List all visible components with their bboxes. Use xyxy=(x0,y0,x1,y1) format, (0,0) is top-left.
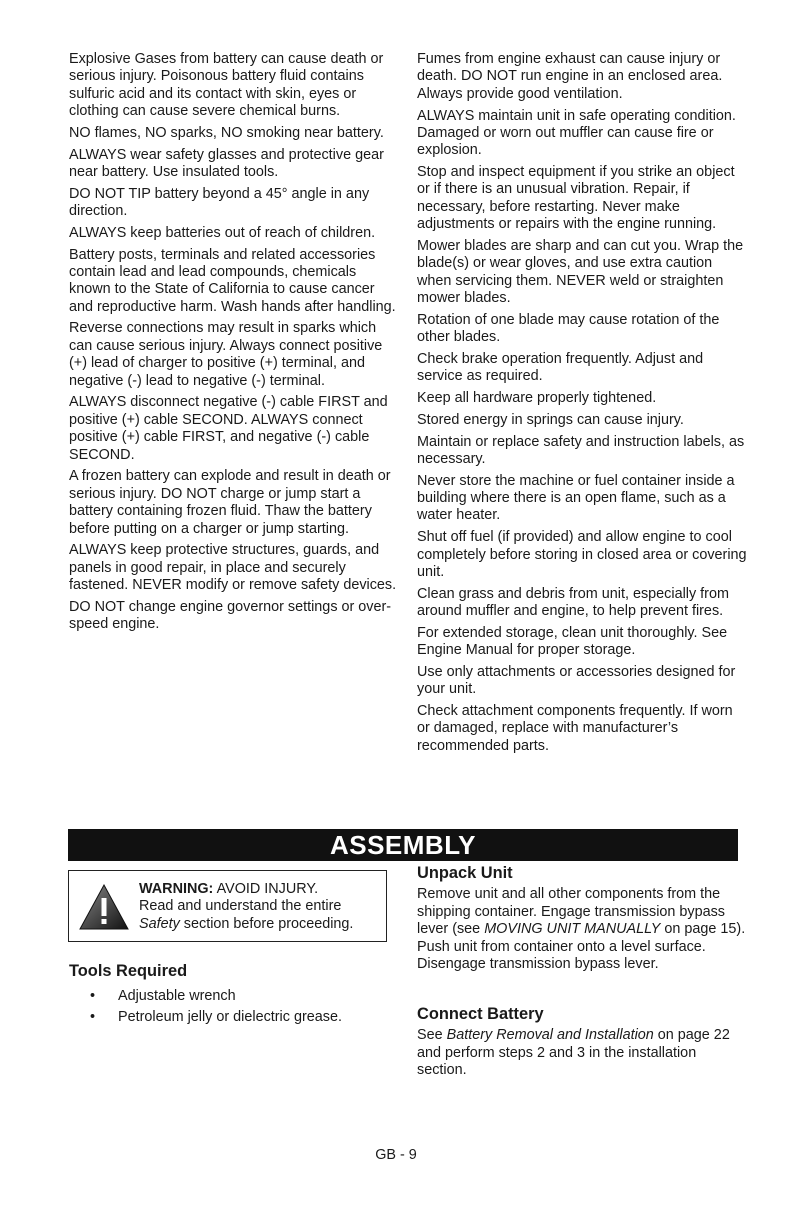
warning-text xyxy=(139,881,353,933)
safety-paragraph: Check brake operation frequently. Adjust and service as required. xyxy=(417,350,704,385)
unpack-text-part: Remove unit and all other components from the shipping container. Engage transmission bypass lever (see xyxy=(417,886,725,938)
safety-paragraph: Clean grass and debris from unit, especially from around muffler and engine, to help prevent fires. xyxy=(417,585,729,620)
assembly-banner: ASSEMBLY xyxy=(68,829,738,861)
safety-paragraph: Fumes from engine exhaust can cause injury or death. DO NOT run engine in an enclosed area. Always provide good ventilation. xyxy=(417,51,723,102)
safety-paragraph: DO NOT change engine governor settings or over-speed engine. xyxy=(69,598,392,633)
warning-line-2-rest: section before proceeding. xyxy=(179,915,354,932)
safety-paragraph: Keep all hardware properly tightened. xyxy=(417,390,657,407)
warning-label: WARNING: xyxy=(139,881,214,897)
safety-paragraph: ALWAYS wear safety glasses and protective gear near battery. Use insulated tools. xyxy=(69,146,384,181)
warning-title: AVOID INJURY. xyxy=(216,881,319,897)
warning-triangle-icon xyxy=(79,884,129,930)
safety-paragraph: Explosive Gases from battery can cause death or serious injury. Poisonous battery fluid contains sulfuric acid and its contact with skin, eyes or clothing can cause severe chemical burns. xyxy=(69,51,384,120)
safety-paragraph: DO NOT TIP battery beyond a 45° angle in any direction. xyxy=(69,185,370,220)
safety-paragraph: Shut off fuel (if provided) and allow engine to cool completely before storing in closed area or covering unit. xyxy=(417,529,747,580)
warning-line-1: Read and understand the entire xyxy=(139,898,342,915)
page-number: GB - 9 xyxy=(375,1147,417,1163)
safety-paragraph: Rotation of one blade may cause rotation of the other blades. xyxy=(417,311,720,346)
battery-text-part: See xyxy=(417,1027,447,1043)
safety-paragraph: Use only attachments or accessories designed for your unit. xyxy=(417,663,736,698)
safety-paragraph: Maintain or replace safety and instruction labels, as necessary. xyxy=(417,433,745,467)
warning-line-2 xyxy=(139,916,353,933)
safety-paragraph: Never store the machine or fuel container inside a building where there is an open flame, such as a water heater. xyxy=(417,472,735,524)
battery-text-part: on page 22 and perform steps 2 and 3 in the installation section. xyxy=(417,1027,730,1079)
warning-box xyxy=(68,870,387,942)
safety-paragraph: Reverse connections may result in sparks which can cause serious injury. Always connect positive (+) lead of charger to positive (+) terminal, and negative (-) lead to negative (-) terminal. xyxy=(69,320,383,389)
safety-paragraph: A frozen battery can explode and result in death or serious injury. DO NOT charge or jump start a battery containing frozen fluid. Thaw the battery before putting on a charger or jump starting. xyxy=(69,468,391,537)
safety-paragraph: Battery posts, terminals and related accessories contain lead and lead compounds, chemicals known to the State of California to cause cancer and reproductive harm. Wash hands after handling. xyxy=(69,246,396,315)
tools-required-heading: Tools Required xyxy=(69,962,188,980)
safety-paragraph: Check attachment components frequently. If worn or damaged, replace with manufacturer’s recommended parts. xyxy=(417,702,733,754)
safety-paragraph: Mower blades are sharp and can cut you. Wrap the blade(s) or wear gloves, and use extra caution when servicing them. NEVER weld or straighten mower blades. xyxy=(417,237,744,307)
safety-right-column xyxy=(417,51,747,759)
safety-paragraph: ALWAYS maintain unit in safe operating condition. Damaged or worn out muffler can cause fire or explosion. xyxy=(417,107,736,159)
unpack-unit-text xyxy=(417,886,747,974)
connect-battery-heading: Connect Battery xyxy=(417,1005,544,1023)
moving-unit-reference: MOVING UNIT MANUALLY xyxy=(484,921,661,938)
tool-item: • Petroleum jelly or dielectric grease. xyxy=(90,1007,342,1028)
unpack-text-part: on page 15). Push unit from container onto a level surface. Disengage transmission bypass lever. xyxy=(417,921,746,973)
safety-paragraph: NO flames, NO sparks, NO smoking near battery. xyxy=(69,124,384,141)
tool-item: • Adjustable wrench xyxy=(90,986,342,1007)
unpack-unit-heading: Unpack Unit xyxy=(417,864,513,882)
warning-title-line xyxy=(139,881,353,898)
tools-list xyxy=(90,986,342,1028)
safety-reference: Safety xyxy=(139,915,180,932)
connect-battery-text xyxy=(417,1027,747,1080)
safety-paragraph: Stored energy in springs can cause injury. xyxy=(417,411,684,428)
safety-paragraph: For extended storage, clean unit thoroughly. See Engine Manual for proper storage. xyxy=(417,624,728,659)
safety-left-column xyxy=(69,51,397,638)
safety-paragraph: ALWAYS keep batteries out of reach of children. xyxy=(69,224,376,241)
safety-paragraph: Stop and inspect equipment if you strike an object or if there is an unusual vibration. Repair, if necessary, before restarting. Never make adjustments or repairs with the engine running. xyxy=(417,164,735,233)
safety-paragraph: ALWAYS disconnect negative (-) cable FIRST and positive (+) cable SECOND. ALWAYS connect positive (+) cable FIRST, and negative (-) cable SECOND. xyxy=(69,394,388,463)
battery-removal-reference: Battery Removal and Installation xyxy=(446,1027,654,1043)
safety-paragraph: ALWAYS keep protective structures, guards, and panels in good repair, in place and securely fastened. NEVER modify or remove safety devices. xyxy=(69,542,397,594)
